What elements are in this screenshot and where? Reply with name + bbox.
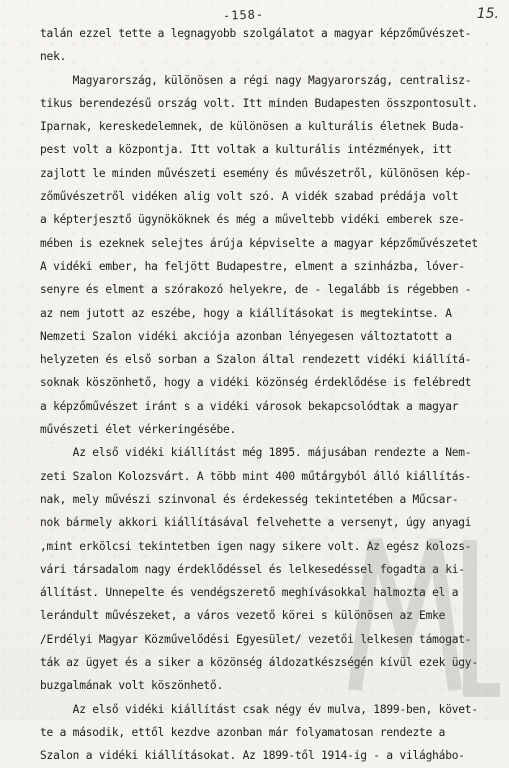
text-line: helyzeten és első sorban a Szalon által rendezett vidéki kiállítá-: [40, 353, 472, 367]
text-line: mében is ezeknek selejtes árúja képviselte a magyar képzőművészetet: [40, 236, 478, 250]
text-line: buzgalmának volt köszönhető.: [40, 679, 223, 693]
text-line: Az első vidéki kiállítást csak négy év mulva, 1899-ben, követ-: [40, 702, 478, 716]
text-line: /Erdélyi Magyar Közművelődési Egyesület/ vezetői lelkesen támogat-: [40, 632, 472, 646]
text-line: állítást. Unnepelte és vendégszerető meghívásokkal halmozta el a: [40, 586, 459, 600]
text-line: zeti Szalon Kolozsvárt. A több mint 400 műtárgyból álló kiállítás-: [40, 469, 472, 483]
text-line: az nem jutott az eszébe, hogy a kiállításokat is megtekintse. A: [40, 306, 452, 320]
text-line: talán ezzel tette a legnagyobb szolgálatot a magyar képzőművészet-: [40, 27, 472, 40]
text-line: lerándult művészeket, a város vezető körei s különösen az Emke: [40, 609, 446, 623]
text-line: a képterjesztő ügynököknek és még a műveltebb vidéki emberek sze-: [40, 213, 465, 227]
text-line: nok bármely akkori kiállításával felvehette a versenyt, úgy anyagi: [40, 516, 472, 530]
text-line: te a második, ettől kezdve azonban már folyamatosan rendezte a: [40, 725, 446, 739]
text-line: tikus berendezésű ország volt. Itt minden Budapesten összpontosult.: [40, 96, 478, 110]
text-line: A vidéki ember, ha feljött Budapestre, elment a szinházba, lóver-: [40, 259, 465, 273]
handwritten-folio-number: 15.: [476, 6, 499, 22]
text-line: pest volt a központja. Itt voltak a kulturális intézmények, itt: [40, 143, 452, 157]
archive-watermark-icon: [345, 520, 505, 700]
text-line: Iparnak, kereskedelemnek, de különösen a kulturális életnek Buda-: [40, 120, 465, 134]
text-line: ták az ügyet és a siker a közönség áldozatkészségén kívül ezek ügy-: [40, 656, 478, 670]
text-line: vári társadalom nagy érdeklődéssel és lelkesedéssel fogadta a ki-: [40, 562, 465, 576]
text-line: Nemzeti Szalon vidéki akciója azonban lényegesen változtatott a: [40, 329, 452, 343]
text-line: nek.: [40, 50, 67, 64]
text-line: a képzőművészet iránt s a vidéki városok bekapcsolódtak a magyar: [40, 399, 459, 413]
text-line: nak, mely művészi szinvonal és érdekesség tekintetében a Műcsar-: [40, 492, 459, 506]
text-line: Szalon a vidéki kiállításokat. Az 1899-től 1914-ig - a világhábo-: [40, 749, 465, 763]
page-number: -158-: [222, 7, 265, 23]
text-line: zajlott le minden művészeti esemény és művészetről, különösen kép-: [40, 166, 472, 180]
text-line: Magyarország, különösen a régi nagy Magyarország, centralisz-: [40, 73, 472, 87]
text-line: művészeti élet vérkeringésébe.: [40, 423, 237, 437]
text-line: Az első vidéki kiállítást még 1895. májusában rendezte a Nem-: [40, 446, 472, 460]
text-line: senyre és elment a szórakozó helyekre, de - legalább is régebben -: [40, 283, 472, 297]
text-line: zőművészetről vidéken alig volt szó. A vidék szabad prédája volt: [40, 190, 459, 204]
text-line: soknak köszönhető, hogy a vidéki közönség érdeklődése is felébredt: [40, 376, 472, 390]
text-line: ,mint erkölcsi tekintetben igen nagy sikere volt. Az egész kolozs-: [40, 539, 472, 553]
